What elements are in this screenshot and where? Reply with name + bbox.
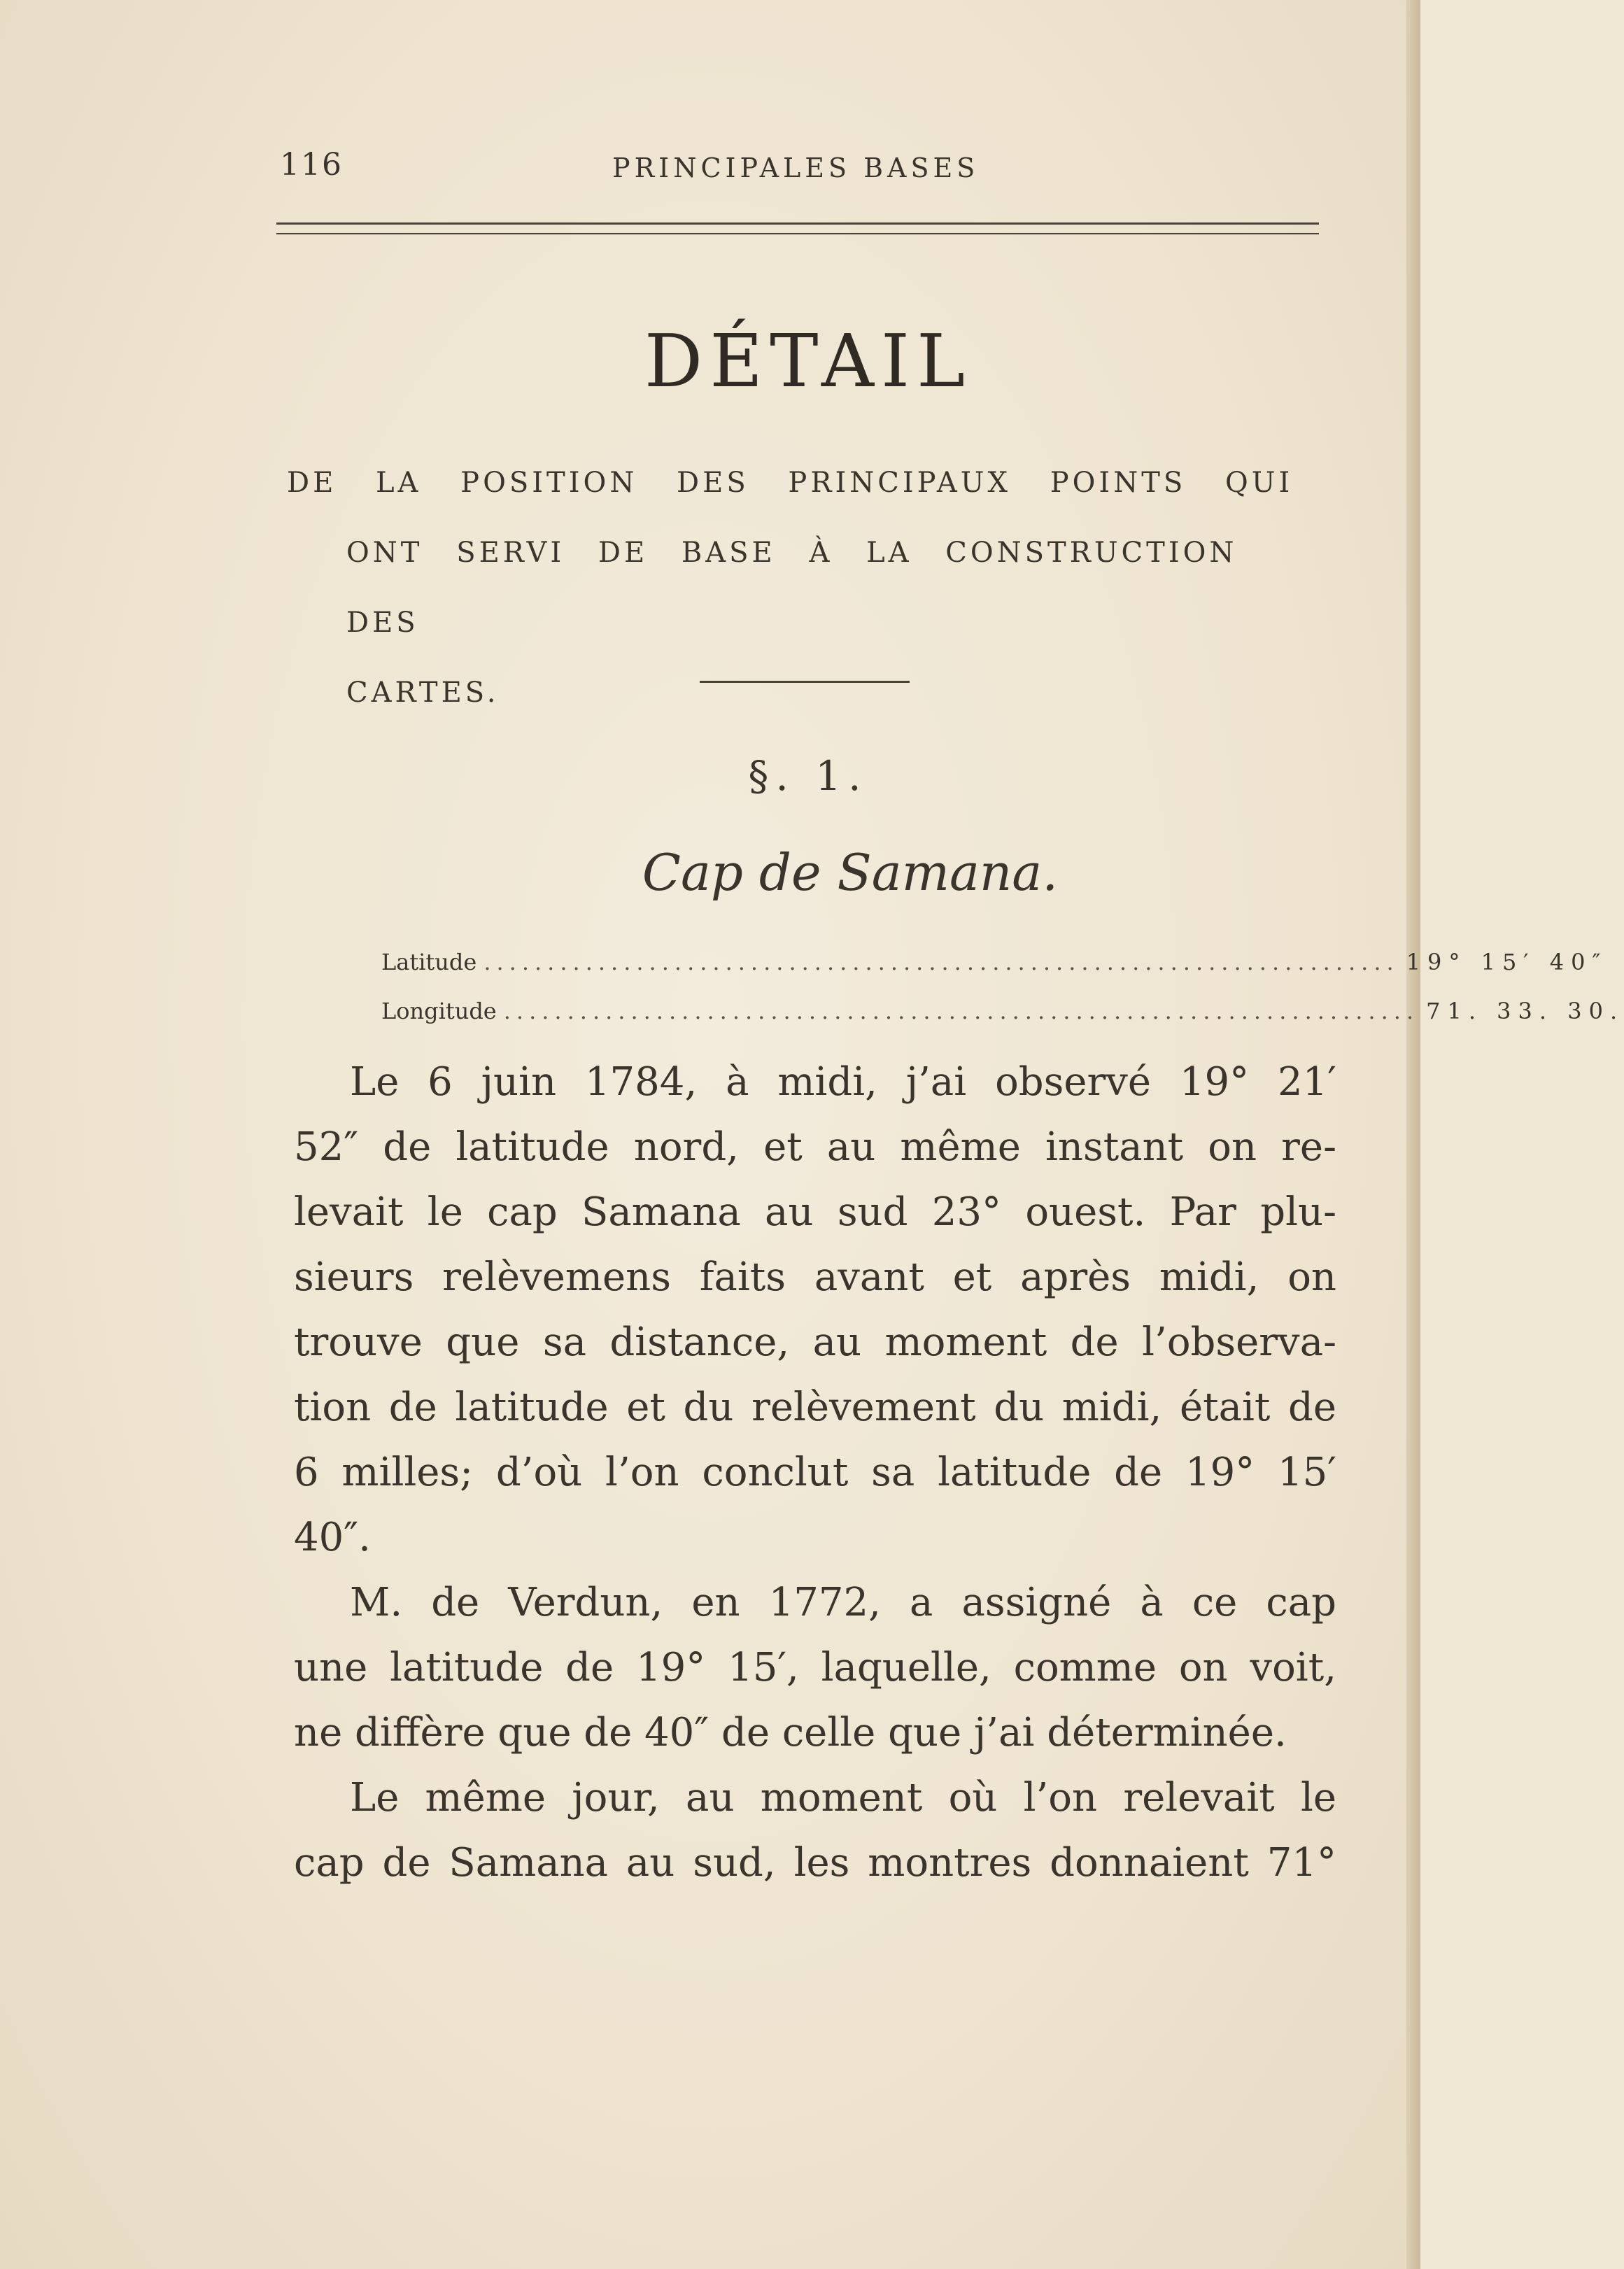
- running-header: [276, 147, 1340, 189]
- text-line: Le même jour, au moment où l’on relevait le: [350, 1775, 1336, 1821]
- header-double-rule: [276, 222, 1319, 234]
- chapter-subtitle: [276, 448, 1340, 728]
- text-line: 6 milles; d’où l’on conclut sa latitude de 19° 15′: [294, 1450, 1336, 1495]
- subtitle-line-3: CARTES.: [346, 677, 500, 709]
- dot-leader: ........................................................................: [483, 949, 1399, 975]
- text-line: tion de latitude et du relèvement du midi, était de: [294, 1385, 1336, 1430]
- subtitle-line-2: ONT SERVI DE BASE À LA CONSTRUCTION DES: [346, 537, 1238, 639]
- section-divider-rule: [700, 681, 910, 683]
- paragraph-2: [294, 1570, 1336, 1765]
- coordinates-table: [381, 938, 1624, 1035]
- page-number: 116: [280, 147, 343, 183]
- body-text: [294, 1049, 1336, 1895]
- paragraph-3: [294, 1765, 1336, 1895]
- running-head-title: PRINCIPALES BASES: [612, 153, 980, 183]
- paragraph-1: [294, 1049, 1336, 1570]
- place-heading: Cap de Samana.: [642, 843, 1059, 902]
- text-line: 40″.: [294, 1515, 371, 1560]
- text-line: 52″ de latitude nord, et au même instant on re-: [294, 1124, 1336, 1170]
- section-number: §. 1.: [748, 752, 868, 800]
- text-line: ne diffère que de 40″ de celle que j’ai déterminée.: [294, 1710, 1287, 1755]
- coordinate-row-longitude: [381, 987, 1624, 1035]
- text-line: Le 6 juin 1784, à midi, j’ai observé 19° 21′: [350, 1059, 1336, 1105]
- chapter-title: DÉTAIL: [644, 318, 973, 404]
- subtitle-line-1: DE LA POSITION DES PRINCIPAUX POINTS QUI: [287, 467, 1294, 499]
- text-line: levait le cap Samana au sud 23° ouest. Par plu-: [294, 1189, 1336, 1235]
- coordinate-label: Longitude: [381, 998, 497, 1024]
- text-line: cap de Samana au sud, les montres donnaient 71°: [294, 1840, 1336, 1886]
- coordinate-value: 19° 15′ 40″: [1406, 949, 1608, 975]
- dot-leader: ........................................................................: [503, 998, 1420, 1024]
- text-line: trouve que sa distance, au moment de l’observa-: [294, 1320, 1336, 1365]
- text-line: M. de Verdun, en 1772, a assigné à ce cap: [350, 1580, 1336, 1625]
- text-line: sieurs relèvemens faits avant et après midi, on: [294, 1254, 1336, 1300]
- coordinate-value: 71. 33. 30.: [1426, 998, 1624, 1024]
- coordinate-label: Latitude: [381, 949, 477, 975]
- text-line: une latitude de 19° 15′, laquelle, comme on voit,: [294, 1645, 1336, 1690]
- page-edge-shadow: [1406, 0, 1420, 2269]
- coordinate-row-latitude: [381, 938, 1608, 987]
